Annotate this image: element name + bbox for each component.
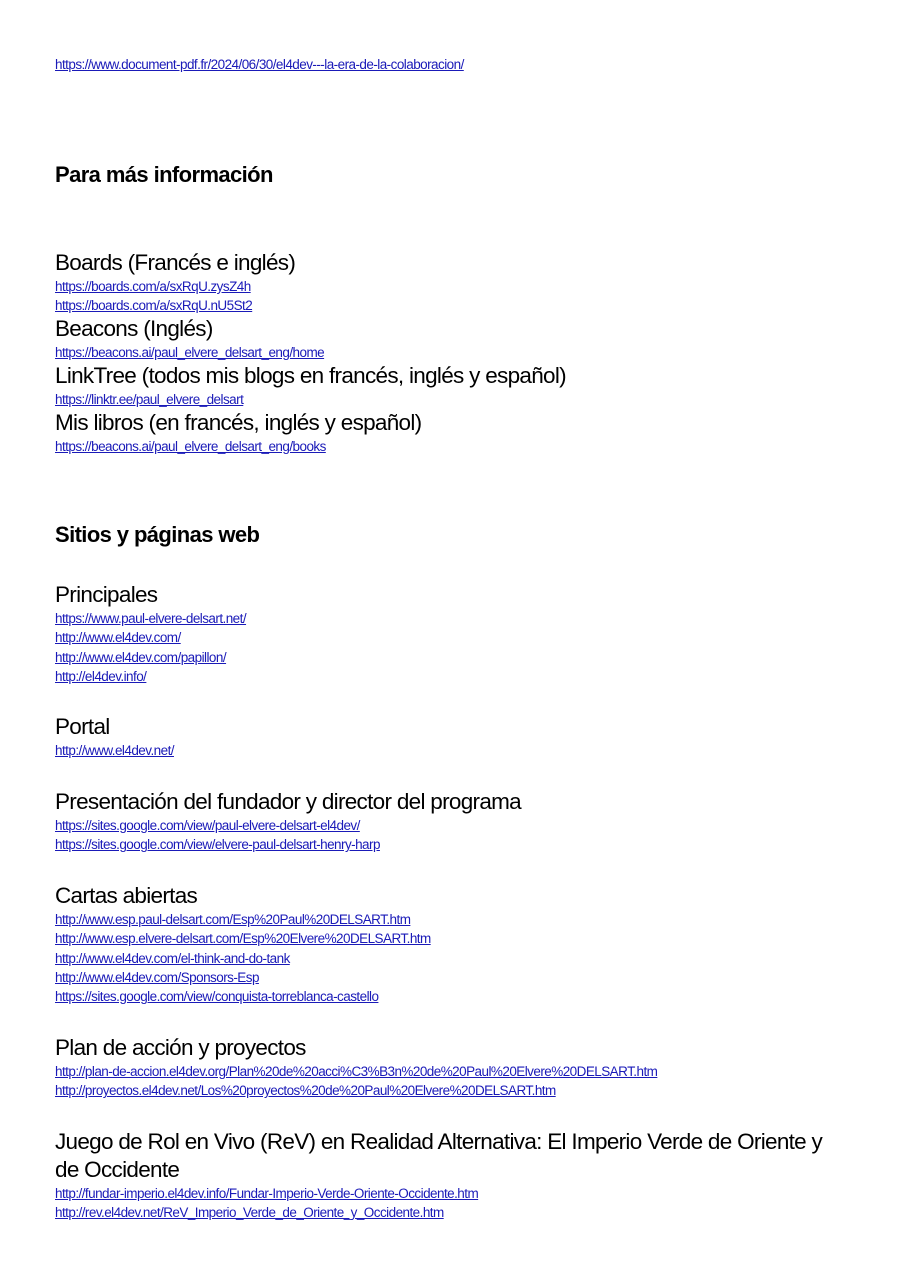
open-letters-link-5[interactable]: https://sites.google.com/view/conquista-torreblanca-castello	[55, 989, 379, 1005]
action-plan-link-1[interactable]: http://plan-de-accion.el4dev.org/Plan%20de%20acci%C3%B3n%20de%20Paul%20Elvere%20DELSART.htm	[55, 1064, 658, 1079]
principales-link-2[interactable]: http://www.el4dev.com/	[55, 630, 181, 646]
group-title-boards: Boards (Francés e inglés)	[55, 250, 296, 275]
group-title-action-plan: Plan de acción y proyectos	[55, 1035, 306, 1060]
group-title-books: Mis libros (en francés, inglés y español)	[55, 410, 422, 435]
sites-group-open-letters	[55, 882, 875, 1006]
sites-group-portal	[55, 713, 875, 760]
sites-group-larp	[55, 1128, 875, 1223]
boards-link-1[interactable]: https://boards.com/a/sxRqU.zysZ4h	[55, 279, 251, 294]
principales-link-4[interactable]: http://el4dev.info/	[55, 668, 147, 684]
action-plan-link-2[interactable]: http://proyectos.el4dev.net/Los%20proyectos%20de%20Paul%20Elvere%20DELSART.htm	[55, 1083, 556, 1099]
group-title-founder: Presentación del fundador y director del programa	[55, 789, 521, 814]
sites-group-founder	[55, 788, 875, 855]
more-info-group-boards	[55, 249, 875, 316]
larp-link-2[interactable]: http://rev.el4dev.net/ReV_Imperio_Verde_de_Oriente_y_Occidente.htm	[55, 1205, 444, 1221]
larp-link-1[interactable]: http://fundar-imperio.el4dev.info/Fundar-Imperio-Verde-Oriente-Occidente.htm	[55, 1186, 479, 1201]
founder-link-1[interactable]: https://sites.google.com/view/paul-elvere-delsart-el4dev/	[55, 818, 360, 833]
more-info-heading-block	[55, 162, 875, 188]
principales-link-1[interactable]: https://www.paul-elvere-delsart.net/	[55, 611, 247, 626]
open-letters-link-1[interactable]: http://www.esp.paul-delsart.com/Esp%20Paul%20DELSART.htm	[55, 912, 411, 927]
sites-group-principales	[55, 581, 875, 686]
linktree-link[interactable]: https://linktr.ee/paul_elvere_delsart	[55, 392, 244, 407]
group-title-principales: Principales	[55, 582, 158, 607]
group-title-linktree: LinkTree (todos mis blogs en francés, inglés y español)	[55, 363, 566, 388]
open-letters-link-4[interactable]: http://www.el4dev.com/Sponsors-Esp	[55, 969, 259, 985]
more-info-group-linktree	[55, 362, 875, 409]
group-title-larp: Juego de Rol en Vivo (ReV) en Realidad Alternativa: El Imperio Verde de Oriente y de Occidente	[55, 1129, 823, 1182]
open-letters-link-3[interactable]: http://www.el4dev.com/el-think-and-do-tank	[55, 950, 290, 966]
sites-group-action-plan	[55, 1034, 875, 1101]
sites-heading: Sitios y páginas web	[55, 522, 260, 547]
books-link[interactable]: https://beacons.ai/paul_elvere_delsart_eng/books	[55, 439, 326, 454]
principales-link-3[interactable]: http://www.el4dev.com/papillon/	[55, 649, 227, 665]
portal-link[interactable]: http://www.el4dev.net/	[55, 743, 174, 758]
top-link-block	[55, 55, 875, 74]
group-title-open-letters: Cartas abiertas	[55, 883, 198, 908]
beacons-home-link[interactable]: https://beacons.ai/paul_elvere_delsart_eng/home	[55, 345, 325, 360]
sites-heading-block	[55, 522, 875, 548]
more-info-group-books	[55, 409, 875, 456]
document-pdf-link[interactable]: https://www.document-pdf.fr/2024/06/30/el4dev---la-era-de-la-colaboracion/	[55, 57, 464, 72]
boards-link-2[interactable]: https://boards.com/a/sxRqU.nU5St2	[55, 298, 253, 314]
group-title-portal: Portal	[55, 714, 110, 739]
more-info-group-beacons	[55, 315, 875, 362]
open-letters-link-2[interactable]: http://www.esp.elvere-delsart.com/Esp%20Elvere%20DELSART.htm	[55, 931, 431, 947]
founder-link-2[interactable]: https://sites.google.com/view/elvere-paul-delsart-henry-harp	[55, 837, 380, 853]
more-info-heading: Para más información	[55, 162, 273, 187]
group-title-beacons: Beacons (Inglés)	[55, 316, 213, 341]
